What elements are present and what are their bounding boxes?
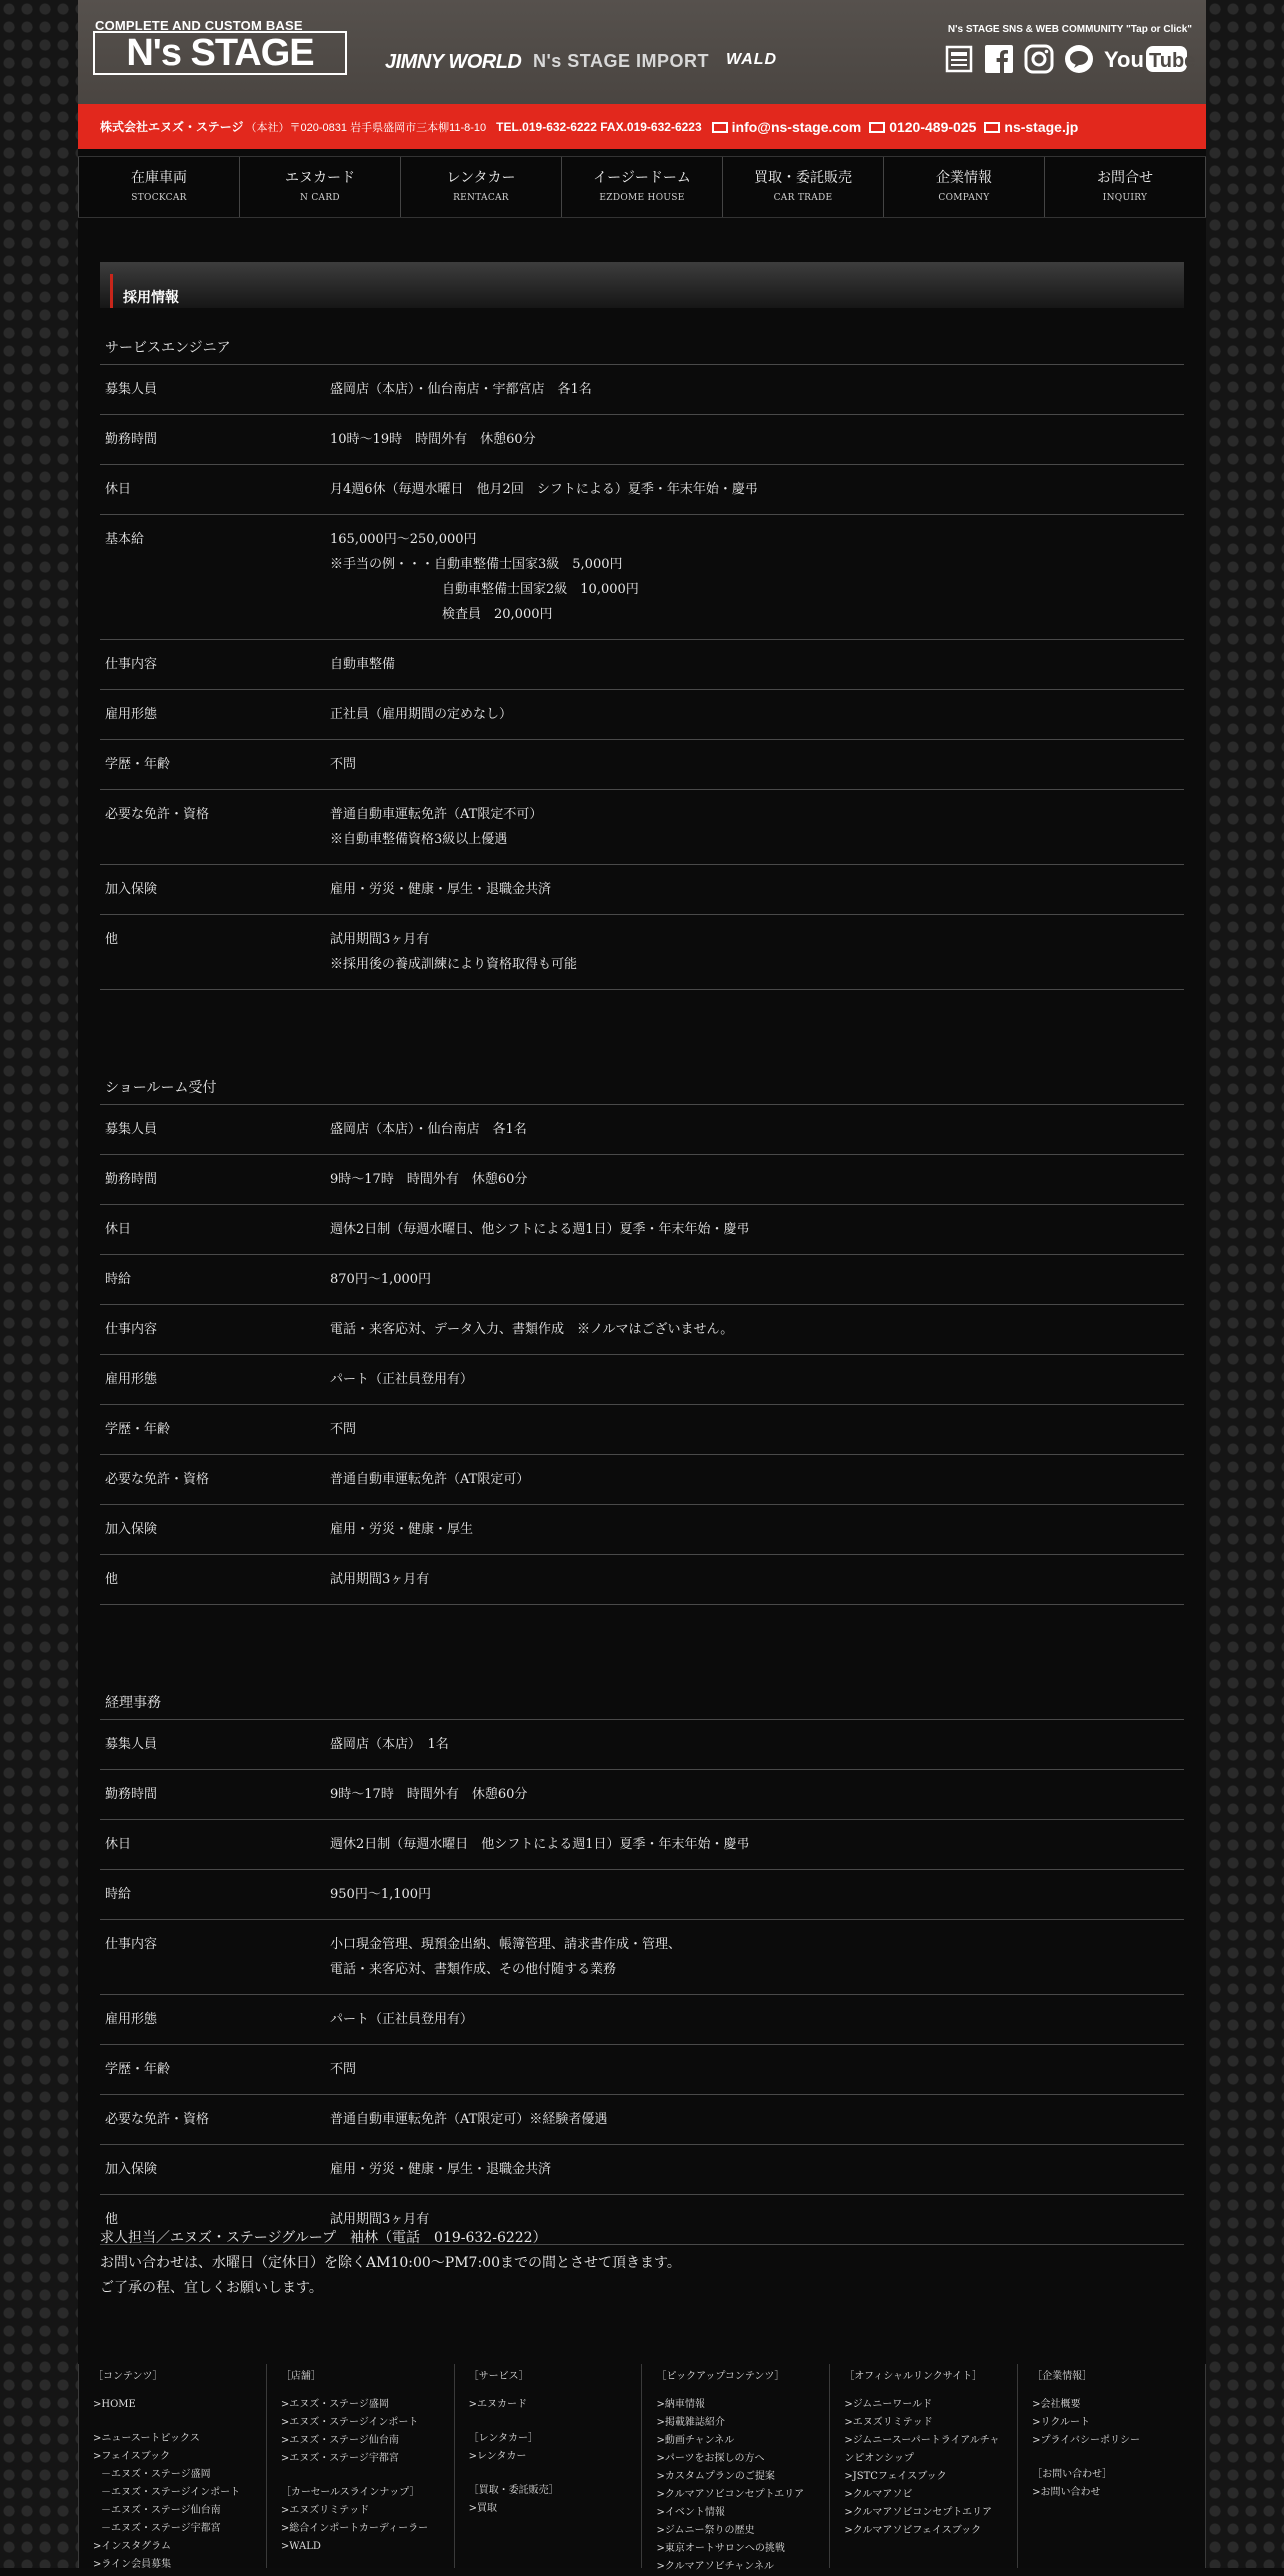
footer-link[interactable]: >ジムニースーパートライアルチャンピオンシップ	[844, 2435, 1000, 2464]
footer-link[interactable]: >エヌズ・ステージ宇都宮	[280, 2453, 399, 2464]
footer-link[interactable]: >エヌカード	[468, 2399, 528, 2410]
table-row	[100, 1204, 1184, 1254]
website-text: ns-stage.jp	[1004, 118, 1079, 135]
job-table	[100, 364, 1184, 990]
footer-link[interactable]: >総合インポートカーディーラー	[280, 2523, 429, 2534]
email-text: info@ns-stage.com	[731, 118, 862, 135]
row-value-line: パート（正社員登用有）	[330, 1372, 474, 1387]
footer-link-text: リクルート	[1040, 2417, 1091, 2428]
row-value	[330, 2007, 473, 2032]
facebook-icon[interactable]	[984, 44, 1014, 74]
row-value-line: 正社員（雇用期間の定めなし）	[330, 707, 513, 722]
row-value-line: ※採用後の養成訓練により資格取得も可能	[330, 957, 578, 972]
youtube-icon[interactable]	[1104, 44, 1196, 74]
row-value	[330, 1367, 473, 1392]
company-email[interactable]	[712, 119, 862, 135]
table-row	[100, 1554, 1184, 1605]
row-value	[330, 1117, 527, 1142]
right-background-pattern	[1206, 0, 1284, 2568]
row-label: 必要な免許・資格	[105, 1472, 210, 1487]
row-label: 仕事内容	[105, 657, 158, 672]
site-footer	[78, 2364, 1206, 2572]
footer-link-text: クルマアソビチャンネル	[664, 2561, 774, 2572]
job-listings	[100, 332, 1184, 2245]
table-row	[100, 1104, 1184, 1154]
footer-subheading: ［レンタカー］	[468, 2433, 539, 2444]
row-label: 雇用形態	[105, 1372, 158, 1387]
row-value-line: 電話・来客応対、書類作成、その他付随する業務	[330, 1962, 617, 1977]
footer-link[interactable]: >WALD	[280, 2541, 321, 2552]
row-value	[330, 702, 512, 727]
row-value-line: 試用期間3ヶ月有	[330, 2212, 430, 2227]
row-value	[330, 1832, 750, 1857]
main-nav	[78, 156, 1206, 218]
row-value-line: 雇用・労災・健康・厚生・退職金共済	[330, 2162, 552, 2177]
footer-heading: ［サービス］	[468, 2371, 529, 2382]
table-row	[100, 914, 1184, 990]
footer-link[interactable]: >イベント情報	[656, 2507, 725, 2518]
row-value-line: 月4週6休（毎週水曜日 他月2回 シフトによる）夏季・年末年始・慶弔	[330, 482, 758, 497]
row-value	[330, 427, 536, 452]
footer-column	[266, 2364, 454, 2568]
footer-link[interactable]: >クルマアソビコンセプトエリア	[844, 2507, 993, 2518]
row-value-line: 雇用・労災・健康・厚生	[330, 1522, 474, 1537]
footer-link[interactable]: >納車情報	[656, 2399, 705, 2410]
job-block	[100, 1072, 1184, 1605]
footer-link-text: ジムニースーパートライアルチャンピオンシップ	[844, 2435, 1000, 2464]
footer-link-text: ニュースートピックス	[101, 2433, 200, 2444]
line-icon[interactable]	[1064, 44, 1094, 74]
brand-wald[interactable]: WALD	[726, 51, 778, 68]
row-label: 勤務時間	[105, 1172, 158, 1187]
row-value-line: 950円〜1,100円	[330, 1887, 432, 1902]
table-row	[100, 514, 1184, 639]
brand-ns-stage-import[interactable]: N's STAGE IMPORT	[533, 51, 709, 71]
row-value-line: 不問	[330, 1422, 357, 1437]
table-row	[100, 1354, 1184, 1404]
footer-heading: ［コンテンツ］	[93, 2371, 163, 2382]
site-header	[78, 0, 1206, 104]
pc-icon	[984, 122, 1000, 133]
row-value	[330, 1517, 473, 1542]
footer-link[interactable]: －エヌズ・ステージ宇都宮	[101, 2523, 221, 2534]
svg-text:Tube: Tube	[1149, 50, 1196, 72]
table-row	[100, 1504, 1184, 1554]
row-label: 時給	[105, 1887, 132, 1902]
row-label: 雇用形態	[105, 707, 158, 722]
nav-label-jp: 在庫車両	[131, 170, 187, 186]
row-label: 他	[105, 1572, 119, 1587]
brand-jimny-world[interactable]: JIMNY WORLD	[385, 51, 522, 73]
footer-spacer	[469, 2414, 628, 2430]
row-value-line: 盛岡店（本店）・仙台南店 各1名	[330, 1122, 527, 1137]
footer-link-text: エヌズ・ステージ宇都宮	[111, 2523, 221, 2534]
recruit-contact-note	[100, 2226, 681, 2301]
row-label: 募集人員	[105, 1122, 158, 1137]
row-label: 必要な免許・資格	[105, 807, 210, 822]
table-row	[100, 1304, 1184, 1354]
footer-link-text: 動画チャンネル	[664, 2435, 735, 2446]
table-row	[100, 689, 1184, 739]
row-value	[330, 652, 395, 677]
table-row	[100, 1919, 1184, 1994]
site-logo[interactable]: N's STAGE	[93, 31, 347, 75]
footer-link[interactable]: >掲載雑誌紹介	[656, 2417, 725, 2428]
footer-link[interactable]: >エヌズリミテッド	[280, 2505, 370, 2516]
row-value-line: 週休2日制（毎週水曜日 他シフトによる週1日）夏季・年末年始・慶弔	[330, 1837, 750, 1852]
footer-link[interactable]: >クルマアソビフェイスブック	[844, 2525, 982, 2536]
row-value-line: 試用期間3ヶ月有	[330, 1572, 430, 1587]
svg-text:You: You	[1104, 47, 1144, 72]
footer-link-text: パーツをお探しの方へ	[664, 2453, 765, 2464]
row-value-line: ※手当の例・・・自動車整備士国家3級 5,000円	[330, 557, 623, 572]
row-value	[330, 1882, 431, 1907]
table-row	[100, 789, 1184, 864]
table-row	[100, 1819, 1184, 1869]
nav-label-jp: 買取・委託販売	[754, 170, 852, 186]
row-label: 時給	[105, 1272, 132, 1287]
footer-link-text: クルマアソビ	[852, 2489, 913, 2500]
footer-link[interactable]: －エヌズ・ステージインポート	[101, 2487, 241, 2498]
footer-link[interactable]: >パーツをお探しの方へ	[656, 2453, 765, 2464]
row-value-line: 自動車整備	[330, 657, 396, 672]
free-dial[interactable]	[869, 119, 976, 135]
row-label: 休日	[105, 1222, 132, 1237]
footer-link-text: 納車情報	[664, 2399, 705, 2410]
row-value-line: 普通自動車運転免許（AT限定可）	[330, 1472, 530, 1487]
footer-link-text: お問い合わせ	[1040, 2487, 1101, 2498]
nav-label-en: EZDOME HOUSE	[599, 193, 685, 203]
table-row	[100, 364, 1184, 414]
row-label: 募集人員	[105, 1737, 158, 1752]
row-value-line: 週休2日制（毎週水曜日、他シフトによる週1日）夏季・年末年始・慶弔	[330, 1222, 750, 1237]
row-label: 加入保険	[105, 882, 158, 897]
footer-heading: ［オフィシャルリンクサイト］	[844, 2371, 983, 2382]
row-value	[330, 927, 577, 977]
footer-link[interactable]: >エヌズ・ステージ盛岡	[280, 2399, 389, 2410]
footer-link[interactable]: >インスタグラム	[93, 2541, 171, 2552]
free-dial-text: 0120-489-025	[889, 118, 977, 135]
footer-link-text: インスタグラム	[101, 2541, 171, 2552]
footer-link[interactable]: >東京オートサロンへの挑戦	[656, 2543, 785, 2554]
footer-link-text: JSTCフェイスブック	[852, 2471, 947, 2482]
table-row	[100, 864, 1184, 914]
closing-line: ご了承の程、宜しくお願いします。	[100, 2280, 323, 2296]
footer-column	[454, 2364, 642, 2568]
job-title: 経理事務	[105, 1695, 161, 1711]
job-title: サービスエンジニア	[105, 340, 231, 356]
nav-label-en: STOCKCAR	[131, 193, 187, 203]
footer-column	[641, 2364, 829, 2572]
row-value	[330, 1732, 449, 1757]
section-heading	[100, 262, 1184, 308]
recruit-content	[100, 262, 1184, 2245]
row-value-line: 870円〜1,000円	[330, 1272, 432, 1287]
table-row	[100, 1869, 1184, 1919]
table-row	[100, 2044, 1184, 2094]
row-value-line: パート（正社員登用有）	[330, 2012, 474, 2027]
footer-link-text: 掲載雑誌紹介	[664, 2417, 725, 2428]
row-value-line: 不問	[330, 2062, 357, 2077]
footer-link[interactable]: >クルマアソビコンセプトエリア	[656, 2489, 805, 2500]
nav-item-ezdome-house[interactable]	[561, 157, 722, 217]
sns-icons	[944, 44, 1196, 74]
table-row	[100, 1769, 1184, 1819]
page-wrapper	[78, 0, 1206, 2572]
row-value-line: 普通自動車運転免許（AT限定可）※経験者優遇	[330, 2112, 608, 2127]
logo-tagline: COMPLETE AND CUSTOM BASE	[95, 18, 303, 33]
footer-link-text: プライバシーポリシー	[1040, 2435, 1141, 2446]
row-value	[330, 1932, 681, 1982]
footer-link[interactable]: >エヌズ・ステージインポート	[280, 2417, 419, 2428]
table-row	[100, 2094, 1184, 2144]
footer-spacer	[1032, 2450, 1191, 2466]
row-value-line: ※自動車整備資格3級以上優遇	[330, 832, 508, 847]
closing-line: お問い合わせは、水曜日（定休日）を除くAM10:00〜PM7:00までの間とさせて頂きます。	[100, 2255, 681, 2271]
footer-link-text: クルマアソビコンセプトエリア	[852, 2507, 993, 2518]
job-table	[100, 1719, 1184, 2245]
footer-heading: ［店舗］	[280, 2371, 321, 2382]
row-value	[330, 2057, 356, 2082]
table-row	[100, 414, 1184, 464]
footer-link-text: エヌズ・ステージ仙台南	[111, 2505, 221, 2516]
footer-link[interactable]: >エヌズリミテッド	[844, 2417, 933, 2428]
footer-link-text: 会社概要	[1040, 2399, 1081, 2410]
nav-item-car-trade[interactable]	[722, 157, 883, 217]
row-value	[330, 527, 639, 627]
row-value	[330, 1567, 429, 1592]
footer-link[interactable]: －エヌズ・ステージ仙台南	[101, 2505, 221, 2516]
footer-link-text: HOME	[101, 2399, 136, 2410]
nav-label-jp: エヌカード	[285, 170, 355, 186]
row-label: 学歴・年齢	[105, 1422, 171, 1437]
row-label: 学歴・年齢	[105, 2062, 171, 2077]
footer-link[interactable]: －エヌズ・ステージ盛岡	[101, 2469, 211, 2480]
contact-bar	[78, 104, 1206, 149]
footer-link[interactable]: >エヌズ・ステージ仙台南	[280, 2435, 399, 2446]
footer-link[interactable]: >お問い合わせ	[1032, 2487, 1101, 2498]
footer-heading: ［企業情報］	[1032, 2371, 1093, 2382]
footer-link-text: レンタカー	[477, 2451, 527, 2462]
footer-link[interactable]: >ニュースートピックス	[93, 2433, 200, 2444]
footer-link-text: クルマアソビフェイスブック	[852, 2525, 982, 2536]
row-label: 休日	[105, 1837, 132, 1852]
company-name: 株式会社エヌズ・ステージ	[100, 120, 244, 134]
row-label: 休日	[105, 482, 132, 497]
table-row	[100, 1719, 1184, 1769]
nav-label-jp: レンタカー	[446, 170, 516, 186]
footer-column	[829, 2364, 1017, 2568]
instagram-icon[interactable]	[1024, 44, 1054, 74]
footer-link-text: フェイスブック	[101, 2451, 171, 2462]
website-link[interactable]	[984, 119, 1078, 135]
row-value	[330, 2157, 551, 2182]
closing-line: 求人担当／エヌズ・ステージグループ 袖林（電話 019-632-6222）	[100, 2230, 547, 2246]
footer-link-text: エヌズ・ステージ宇都宮	[289, 2453, 399, 2464]
row-label: 募集人員	[105, 382, 158, 397]
row-value	[330, 1217, 750, 1242]
footer-link[interactable]: >クルマアソビ	[844, 2489, 913, 2500]
nav-label-jp: イージードーム	[593, 170, 691, 186]
row-value	[330, 377, 592, 402]
row-value-line: 小口現金管理、現預金出納、帳簿管理、請求書作成・管理、	[330, 1937, 682, 1952]
row-value-line: 9時〜17時 時間外有 休憩60分	[330, 1787, 528, 1802]
footer-link-text: ライン会員募集	[101, 2559, 172, 2570]
row-value-line: 自動車整備士国家2級 10,000円	[442, 582, 639, 597]
nav-label-jp: お問合せ	[1097, 170, 1153, 186]
section-title: 採用情報	[123, 290, 179, 306]
row-value-line: 盛岡店（本店）・仙台南店・宇都宮店 各1名	[330, 382, 592, 397]
row-value	[330, 1267, 431, 1292]
nav-label-en: RENTACAR	[453, 193, 509, 203]
nav-item-inquiry[interactable]	[1044, 157, 1206, 217]
footer-link[interactable]: >レンタカー	[468, 2451, 527, 2462]
footer-subheading: ［お問い合わせ］	[1032, 2469, 1113, 2480]
footer-link[interactable]: >買取	[468, 2503, 498, 2514]
row-value-line: 165,000円〜250,000円	[330, 532, 477, 547]
footer-link[interactable]: >動画チャンネル	[656, 2435, 735, 2446]
row-value-line: 検査員 20,000円	[442, 607, 553, 622]
footer-link-text: エヌカード	[477, 2399, 528, 2410]
nav-item-rentacar[interactable]	[400, 157, 561, 217]
table-row	[100, 1404, 1184, 1454]
footer-link-text: エヌズ・ステージ仙台南	[289, 2435, 399, 2446]
footer-link[interactable]: >ライン会員募集	[93, 2559, 172, 2570]
row-value-line: 10時〜19時 時間外有 休憩60分	[330, 432, 536, 447]
mail-icon	[712, 122, 728, 133]
news-icon[interactable]	[944, 44, 974, 74]
row-label: 仕事内容	[105, 1322, 158, 1337]
footer-column	[1017, 2364, 1206, 2568]
row-label: 仕事内容	[105, 1937, 158, 1952]
row-value	[330, 2107, 607, 2132]
row-value	[330, 1417, 356, 1442]
footer-link-text: エヌズ・ステージ盛岡	[111, 2469, 211, 2480]
row-label: 他	[105, 2212, 119, 2227]
nav-label-en: COMPANY	[938, 193, 990, 203]
footer-link-text: エヌズ・ステージ盛岡	[289, 2399, 389, 2410]
row-value	[330, 1317, 733, 1342]
footer-link[interactable]: >カスタムプランのご提案	[656, 2471, 775, 2482]
footer-link[interactable]: >ジムニー祭りの歴史	[656, 2525, 755, 2536]
row-value-line: 試用期間3ヶ月有	[330, 932, 430, 947]
row-value-line: 雇用・労災・健康・厚生・退職金共済	[330, 882, 552, 897]
row-label: 加入保険	[105, 2162, 158, 2177]
company-phone-fax[interactable]: TEL.019-632-6222 FAX.019-632-6223	[496, 119, 702, 134]
footer-spacer	[281, 2468, 440, 2484]
nav-label-en: N CARD	[300, 193, 340, 203]
footer-link-text: クルマアソビコンセプトエリア	[664, 2489, 805, 2500]
row-value	[330, 477, 758, 502]
footer-link-text: 総合インポートカーディーラー	[289, 2523, 429, 2534]
nav-label-en: CAR TRADE	[773, 193, 833, 203]
footer-spacer	[93, 2414, 252, 2430]
footer-link-text: 買取	[477, 2503, 498, 2514]
table-row	[100, 739, 1184, 789]
footer-link[interactable]: >会社概要	[1032, 2399, 1081, 2410]
job-block	[100, 332, 1184, 990]
footer-link-text: エヌズ・ステージインポート	[289, 2417, 419, 2428]
row-value	[330, 1782, 527, 1807]
footer-link[interactable]: >HOME	[93, 2399, 136, 2410]
row-value	[330, 1167, 527, 1192]
footer-link-text: ジムニー祭りの歴史	[664, 2525, 755, 2536]
footer-link[interactable]: >リクルート	[1032, 2417, 1091, 2428]
row-value-line: 電話・来客応対、データ入力、書類作成 ※ノルマはございません。	[330, 1322, 734, 1337]
footer-link-text: エヌズリミテッド	[852, 2417, 933, 2428]
nav-label-en: INQUIRY	[1102, 193, 1148, 203]
table-row	[100, 1154, 1184, 1204]
row-value-line: 普通自動車運転免許（AT限定不可）	[330, 807, 543, 822]
footer-link-text: WALD	[289, 2541, 321, 2552]
footer-link[interactable]: >クルマアソビチャンネル	[656, 2561, 774, 2572]
nav-item-stockcar[interactable]	[78, 157, 239, 217]
footer-link[interactable]: >JSTCフェイスブック	[844, 2471, 947, 2482]
row-value-line: 盛岡店（本店） 1名	[330, 1737, 449, 1752]
nav-item-n-card[interactable]	[239, 157, 400, 217]
table-row	[100, 1454, 1184, 1504]
footer-link[interactable]: >プライバシーポリシー	[1032, 2435, 1141, 2446]
footer-link[interactable]: >フェイスブック	[93, 2451, 171, 2462]
footer-link-text: エヌズ・ステージインポート	[111, 2487, 241, 2498]
job-title: ショールーム受付	[105, 1080, 217, 1096]
footer-link[interactable]: >ジムニーワールド	[844, 2399, 933, 2410]
footer-subheading: ［カーセールスラインナップ］	[280, 2487, 420, 2498]
left-background-pattern	[0, 0, 78, 2568]
nav-label-jp: 企業情報	[936, 170, 992, 186]
job-block	[100, 1687, 1184, 2245]
row-label: 基本給	[105, 532, 145, 547]
row-label: 必要な免許・資格	[105, 2112, 210, 2127]
footer-heading: ［ピックアップコンテンツ］	[656, 2371, 785, 2382]
sns-title: N's STAGE SNS & WEB COMMUNITY "Tap or Click"	[947, 24, 1192, 35]
row-value	[330, 877, 551, 902]
table-row	[100, 639, 1184, 689]
row-label: 学歴・年齢	[105, 757, 171, 772]
row-value-line: 不問	[330, 757, 357, 772]
row-label: 雇用形態	[105, 2012, 158, 2027]
row-value	[330, 752, 356, 777]
footer-link-text: カスタムプランのご提案	[664, 2471, 775, 2482]
row-value	[330, 1467, 529, 1492]
footer-link-text: ジムニーワールド	[852, 2399, 933, 2410]
row-label: 他	[105, 932, 119, 947]
table-row	[100, 2144, 1184, 2194]
row-value-line: 9時〜17時 時間外有 休憩60分	[330, 1172, 528, 1187]
footer-link-text: イベント情報	[664, 2507, 725, 2518]
nav-item-company[interactable]	[883, 157, 1044, 217]
footer-subheading: ［買取・委託販売］	[468, 2485, 559, 2496]
footer-spacer	[469, 2466, 628, 2482]
footer-link-text: エヌズリミテッド	[289, 2505, 370, 2516]
footer-column	[78, 2364, 266, 2568]
table-row	[100, 464, 1184, 514]
row-value	[330, 802, 542, 852]
table-row	[100, 1994, 1184, 2044]
row-label: 勤務時間	[105, 432, 158, 447]
company-address: （本社）〒020-0831 岩手県盛岡市三本柳11-8-10	[245, 121, 487, 134]
row-label: 加入保険	[105, 1522, 158, 1537]
row-label: 勤務時間	[105, 1787, 158, 1802]
footer-link-text: 東京オートサロンへの挑戦	[664, 2543, 785, 2554]
table-row	[100, 1254, 1184, 1304]
phone-icon	[869, 122, 885, 133]
job-table	[100, 1104, 1184, 1605]
